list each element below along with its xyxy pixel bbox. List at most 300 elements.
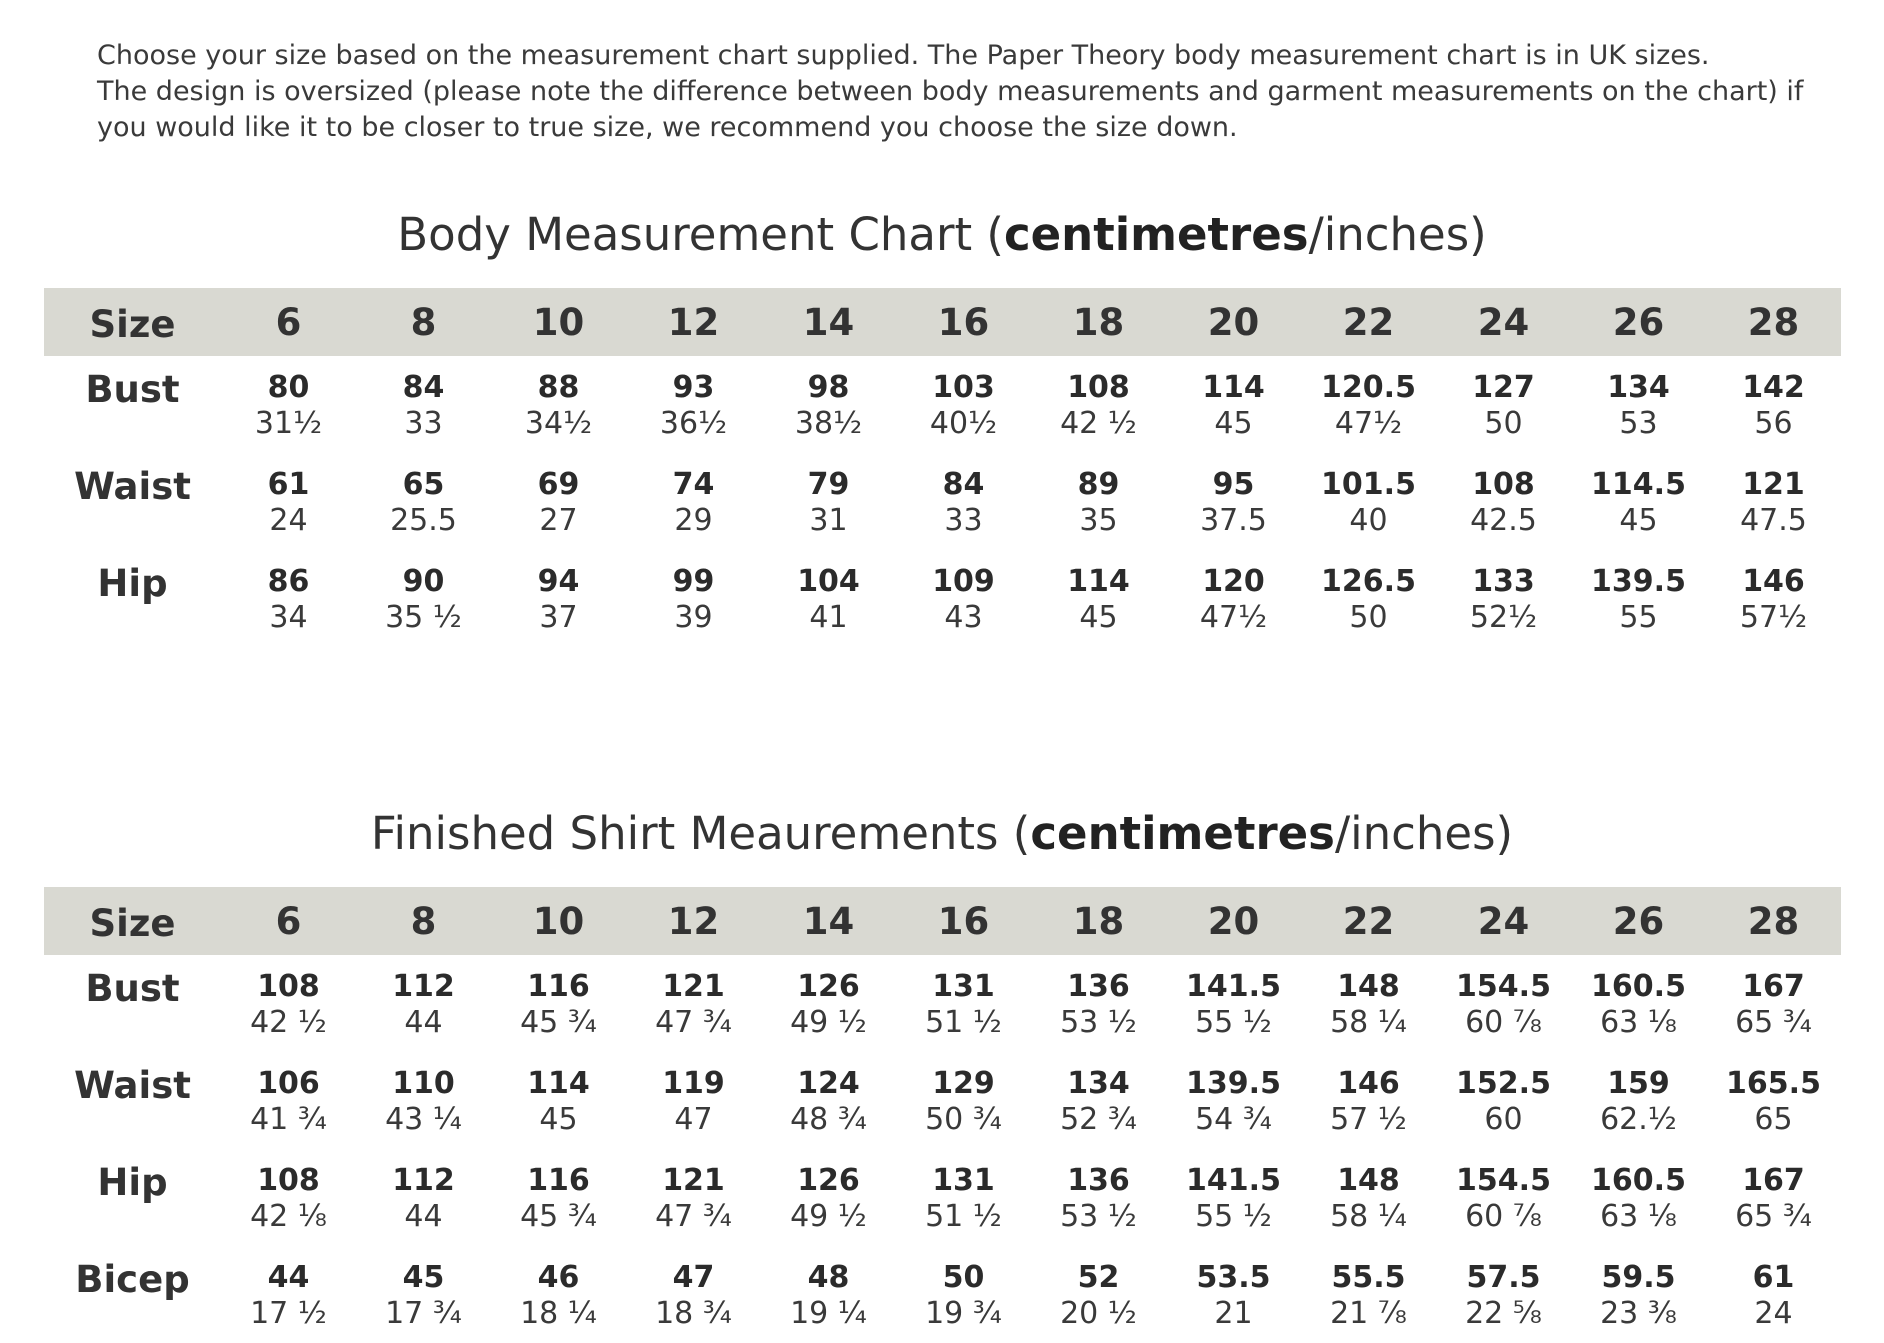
inch-value: 45 ¾: [520, 1199, 597, 1234]
inch-value: 47 ¾: [655, 1199, 732, 1234]
title-unit-rest: /inches): [1334, 807, 1514, 860]
cm-value: 126: [797, 1163, 860, 1198]
size-column-header: 12: [667, 899, 720, 943]
size-column-header: 26: [1612, 899, 1665, 943]
inch-value: 45: [1619, 503, 1658, 538]
row-label: Bicep: [75, 1258, 190, 1301]
measurement-cell: [1436, 1246, 1571, 1343]
measurement-cell: [1031, 1149, 1166, 1246]
cm-value: 129: [932, 1066, 995, 1101]
measurement-cell: [356, 453, 491, 550]
cm-value: 114.5: [1591, 467, 1686, 502]
cm-value: 116: [527, 969, 590, 1004]
inch-value: 41 ¾: [250, 1102, 327, 1137]
inch-value: 53 ½: [1060, 1199, 1137, 1234]
size-column-header: 28: [1747, 899, 1800, 943]
cm-value: 126.5: [1321, 564, 1416, 599]
cm-value: 110: [392, 1066, 455, 1101]
inch-value: 50: [1349, 600, 1388, 635]
inch-value: 53: [1619, 406, 1658, 441]
size-header-label: Size: [89, 302, 176, 346]
size-column-header: 6: [275, 899, 302, 943]
inch-value: 24: [1754, 1296, 1793, 1331]
inch-value: 40½: [929, 406, 998, 441]
header-row: [44, 887, 1841, 955]
measurement-cell: [1301, 356, 1436, 453]
cm-value: 79: [807, 467, 850, 502]
cm-value: 61: [1752, 1260, 1795, 1295]
title-text: Finished Shirt Meaurements (: [370, 807, 1031, 860]
cm-value: 114: [1067, 564, 1130, 599]
measurement-cell: [1571, 550, 1706, 647]
measurement-cell: [1436, 955, 1571, 1052]
cm-value: 101.5: [1321, 467, 1416, 502]
measurement-cell: [491, 1149, 626, 1246]
measurement-cell: [1166, 550, 1301, 647]
size-column-header: 24: [1477, 899, 1530, 943]
intro-text: [97, 38, 1857, 146]
measurement-cell: [1706, 453, 1841, 550]
table-row: [44, 356, 1841, 453]
cm-value: 53.5: [1196, 1260, 1271, 1295]
cm-value: 114: [527, 1066, 590, 1101]
measurement-cell: [896, 1052, 1031, 1149]
cm-value: 120.5: [1321, 370, 1416, 405]
inch-value: 22 ⅝: [1465, 1296, 1542, 1331]
inch-value: 37.5: [1200, 503, 1267, 538]
inch-value: 38½: [794, 406, 863, 441]
size-column-header: 14: [802, 899, 855, 943]
inch-value: 44: [404, 1005, 443, 1040]
size-column-header: 22: [1342, 899, 1395, 943]
cm-value: 167: [1742, 969, 1805, 1004]
cm-value: 139.5: [1591, 564, 1686, 599]
measurement-cell: [1571, 1149, 1706, 1246]
inch-value: 45 ¾: [520, 1005, 597, 1040]
cm-value: 80: [267, 370, 310, 405]
inch-value: 65 ¾: [1735, 1005, 1812, 1040]
cm-value: 133: [1472, 564, 1535, 599]
measurement-cell: [356, 1052, 491, 1149]
measurement-cell: [761, 356, 896, 453]
cm-value: 160.5: [1591, 969, 1686, 1004]
cm-value: 90: [402, 564, 445, 599]
cm-value: 136: [1067, 969, 1130, 1004]
measurement-cell: [491, 453, 626, 550]
inch-value: 35 ½: [385, 600, 462, 635]
cm-value: 44: [267, 1260, 310, 1295]
inch-value: 43 ¼: [385, 1102, 462, 1137]
measurement-cell: [761, 1052, 896, 1149]
inch-value: 48 ¾: [790, 1102, 867, 1137]
measurement-cell: [1436, 453, 1571, 550]
inch-value: 50: [1484, 406, 1523, 441]
measurement-cell: [1166, 955, 1301, 1052]
measurement-cell: [626, 453, 761, 550]
cm-value: 86: [267, 564, 310, 599]
cm-value: 142: [1742, 370, 1805, 405]
measurement-cell: [896, 356, 1031, 453]
cm-value: 141.5: [1186, 1163, 1281, 1198]
measurement-cell: [1166, 356, 1301, 453]
size-column-header: 18: [1072, 899, 1125, 943]
measurement-cell: [1436, 356, 1571, 453]
size-column-header: 18: [1072, 300, 1125, 344]
cm-value: 46: [537, 1260, 580, 1295]
measurement-cell: [626, 356, 761, 453]
cm-value: 45: [402, 1260, 445, 1295]
cm-value: 121: [662, 1163, 725, 1198]
measurement-cell: [221, 1246, 356, 1343]
measurement-cell: [626, 1149, 761, 1246]
cm-value: 114: [1202, 370, 1265, 405]
cm-value: 109: [932, 564, 995, 599]
table-row: [44, 955, 1841, 1052]
title-unit-bold: centimetres: [1030, 807, 1335, 860]
measurement-cell: [761, 1246, 896, 1343]
measurement-cell: [1571, 1052, 1706, 1149]
inch-value: 51 ½: [925, 1199, 1002, 1234]
size-column-header: 24: [1477, 300, 1530, 344]
inch-value: 47½: [1199, 600, 1268, 635]
inch-value: 17 ¾: [385, 1296, 462, 1331]
measurement-cell: [1571, 453, 1706, 550]
size-column-header: 8: [410, 300, 437, 344]
measurement-cell: [1031, 550, 1166, 647]
cm-value: 165.5: [1726, 1066, 1821, 1101]
inch-value: 42 ⅛: [250, 1199, 327, 1234]
row-label: Hip: [97, 562, 168, 605]
inch-value: 60 ⅞: [1465, 1199, 1542, 1234]
measurement-cell: [1571, 1246, 1706, 1343]
inch-value: 17 ½: [250, 1296, 327, 1331]
inch-value: 27: [539, 503, 578, 538]
cm-value: 103: [932, 370, 995, 405]
measurement-cell: [1436, 1052, 1571, 1149]
table-row: [44, 550, 1841, 647]
measurement-cell: [356, 356, 491, 453]
inch-value: 52 ¾: [1060, 1102, 1137, 1137]
measurement-cell: [761, 955, 896, 1052]
table-row: [44, 453, 1841, 550]
cm-value: 131: [932, 1163, 995, 1198]
measurement-cell: [896, 453, 1031, 550]
measurement-cell: [1301, 453, 1436, 550]
inch-value: 49 ½: [790, 1199, 867, 1234]
cm-value: 154.5: [1456, 969, 1551, 1004]
inch-value: 23 ⅜: [1600, 1296, 1677, 1331]
inch-value: 45: [1079, 600, 1118, 635]
cm-value: 98: [807, 370, 850, 405]
inch-value: 25.5: [390, 503, 457, 538]
table-row: [44, 1052, 1841, 1149]
cm-value: 52: [1077, 1260, 1120, 1295]
size-column-header: 14: [802, 300, 855, 344]
cm-value: 139.5: [1186, 1066, 1281, 1101]
measurement-cell: [356, 955, 491, 1052]
measurement-cell: [1706, 1246, 1841, 1343]
inch-value: 47: [674, 1102, 713, 1137]
inch-value: 45: [1214, 406, 1253, 441]
body-measurement-table: [44, 288, 1841, 647]
measurement-cell: [626, 550, 761, 647]
title-text: Body Measurement Chart (: [397, 208, 1004, 261]
shirt-chart-title: [0, 807, 1884, 860]
inch-value: 18 ¼: [520, 1296, 597, 1331]
inch-value: 47½: [1334, 406, 1403, 441]
measurement-cell: [221, 356, 356, 453]
inch-value: 35: [1079, 503, 1118, 538]
inch-value: 55 ½: [1195, 1005, 1272, 1040]
body-chart-title: [0, 208, 1884, 261]
cm-value: 88: [537, 370, 580, 405]
header-row: [44, 288, 1841, 356]
inch-value: 65 ¾: [1735, 1199, 1812, 1234]
inch-value: 50 ¾: [925, 1102, 1002, 1137]
inch-value: 44: [404, 1199, 443, 1234]
measurement-cell: [1166, 1149, 1301, 1246]
size-column-header: 16: [937, 300, 990, 344]
measurement-cell: [1031, 1052, 1166, 1149]
inch-value: 57 ½: [1330, 1102, 1407, 1137]
measurement-cell: [1031, 356, 1166, 453]
inch-value: 19 ¼: [790, 1296, 867, 1331]
measurement-cell: [1031, 1246, 1166, 1343]
inch-value: 53 ½: [1060, 1005, 1137, 1040]
inch-value: 47 ¾: [655, 1005, 732, 1040]
measurement-cell: [1166, 1246, 1301, 1343]
measurement-cell: [221, 1052, 356, 1149]
row-label: Waist: [74, 1064, 191, 1107]
inch-value: 33: [404, 406, 443, 441]
inch-value: 34½: [524, 406, 593, 441]
cm-value: 59.5: [1601, 1260, 1676, 1295]
measurement-cell: [896, 1149, 1031, 1246]
size-column-header: 20: [1207, 300, 1260, 344]
cm-value: 141.5: [1186, 969, 1281, 1004]
finished-shirt-table: [44, 887, 1841, 1343]
cm-value: 99: [672, 564, 715, 599]
cm-value: 57.5: [1466, 1260, 1541, 1295]
cm-value: 104: [797, 564, 860, 599]
cm-value: 159: [1607, 1066, 1670, 1101]
cm-value: 47: [672, 1260, 715, 1295]
cm-value: 136: [1067, 1163, 1130, 1198]
inch-value: 42 ½: [250, 1005, 327, 1040]
inch-value: 55: [1619, 600, 1658, 635]
inch-value: 56: [1754, 406, 1793, 441]
measurement-cell: [1301, 1149, 1436, 1246]
cm-value: 65: [402, 467, 445, 502]
size-column-header: 6: [275, 300, 302, 344]
cm-value: 121: [1742, 467, 1805, 502]
inch-value: 49 ½: [790, 1005, 867, 1040]
inch-value: 42.5: [1470, 503, 1537, 538]
cm-value: 95: [1212, 467, 1255, 502]
measurement-cell: [491, 955, 626, 1052]
inch-value: 47.5: [1740, 503, 1807, 538]
cm-value: 134: [1607, 370, 1670, 405]
cm-value: 84: [402, 370, 445, 405]
size-column-header: 12: [667, 300, 720, 344]
cm-value: 160.5: [1591, 1163, 1686, 1198]
title-unit-bold: centimetres: [1003, 208, 1309, 261]
cm-value: 119: [662, 1066, 725, 1101]
cm-value: 55.5: [1331, 1260, 1406, 1295]
measurement-cell: [1301, 955, 1436, 1052]
cm-value: 108: [1067, 370, 1130, 405]
cm-value: 146: [1742, 564, 1805, 599]
inch-value: 65: [1754, 1102, 1793, 1137]
cm-value: 134: [1067, 1066, 1130, 1101]
cm-value: 116: [527, 1163, 590, 1198]
inch-value: 29: [674, 503, 713, 538]
measurement-cell: [1166, 1052, 1301, 1149]
cm-value: 154.5: [1456, 1163, 1551, 1198]
inch-value: 36½: [659, 406, 728, 441]
row-label: Waist: [74, 465, 191, 508]
cm-value: 148: [1337, 1163, 1400, 1198]
cm-value: 112: [392, 1163, 455, 1198]
size-column-header: 28: [1747, 300, 1800, 344]
measurement-cell: [896, 550, 1031, 647]
cm-value: 69: [537, 467, 580, 502]
size-column-header: 20: [1207, 899, 1260, 943]
inch-value: 34: [269, 600, 308, 635]
measurement-cell: [1571, 356, 1706, 453]
cm-value: 152.5: [1456, 1066, 1551, 1101]
cm-value: 112: [392, 969, 455, 1004]
size-column-header: 16: [937, 899, 990, 943]
inch-value: 18 ¾: [655, 1296, 732, 1331]
cm-value: 108: [1472, 467, 1535, 502]
inch-value: 57½: [1739, 600, 1808, 635]
measurement-cell: [491, 1246, 626, 1343]
title-unit-rest: /inches): [1308, 208, 1487, 261]
inch-value: 45: [539, 1102, 578, 1137]
measurement-cell: [626, 1246, 761, 1343]
inch-value: 40: [1349, 503, 1388, 538]
measurement-cell: [761, 1149, 896, 1246]
cm-value: 106: [257, 1066, 320, 1101]
inch-value: 43: [944, 600, 983, 635]
inch-value: 31: [809, 503, 848, 538]
measurement-cell: [1706, 1052, 1841, 1149]
cm-value: 74: [672, 467, 715, 502]
measurement-cell: [761, 550, 896, 647]
measurement-cell: [491, 356, 626, 453]
cm-value: 121: [662, 969, 725, 1004]
measurement-cell: [1031, 955, 1166, 1052]
inch-value: 42 ½: [1060, 406, 1137, 441]
cm-value: 167: [1742, 1163, 1805, 1198]
inch-value: 60: [1484, 1102, 1523, 1137]
measurement-cell: [896, 1246, 1031, 1343]
size-column-header: 10: [532, 899, 585, 943]
measurement-cell: [1301, 550, 1436, 647]
inch-value: 63 ⅛: [1600, 1199, 1677, 1234]
measurement-cell: [896, 955, 1031, 1052]
measurement-cell: [356, 550, 491, 647]
cm-value: 126: [797, 969, 860, 1004]
inch-value: 52½: [1469, 600, 1538, 635]
measurement-cell: [1301, 1052, 1436, 1149]
measurement-cell: [626, 1052, 761, 1149]
inch-value: 20 ½: [1060, 1296, 1137, 1331]
cm-value: 108: [257, 1163, 320, 1198]
cm-value: 108: [257, 969, 320, 1004]
inch-value: 33: [944, 503, 983, 538]
measurement-cell: [1706, 356, 1841, 453]
cm-value: 127: [1472, 370, 1535, 405]
inch-value: 55 ½: [1195, 1199, 1272, 1234]
inch-value: 39: [674, 600, 713, 635]
measurement-cell: [221, 453, 356, 550]
cm-value: 148: [1337, 969, 1400, 1004]
measurement-cell: [221, 955, 356, 1052]
inch-value: 21 ⅞: [1330, 1296, 1407, 1331]
measurement-cell: [1706, 955, 1841, 1052]
measurement-cell: [221, 1149, 356, 1246]
measurement-cell: [1031, 453, 1166, 550]
measurement-cell: [1436, 1149, 1571, 1246]
measurement-cell: [491, 1052, 626, 1149]
inch-value: 21: [1214, 1296, 1253, 1331]
measurement-cell: [356, 1246, 491, 1343]
cm-value: 131: [932, 969, 995, 1004]
row-label: Bust: [85, 368, 180, 411]
measurement-cell: [626, 955, 761, 1052]
inch-value: 58 ¼: [1330, 1005, 1407, 1040]
table-row: [44, 1149, 1841, 1246]
cm-value: 93: [672, 370, 715, 405]
cm-value: 89: [1077, 467, 1120, 502]
cm-value: 84: [942, 467, 985, 502]
cm-value: 120: [1202, 564, 1265, 599]
measurement-cell: [1706, 1149, 1841, 1246]
row-label: Hip: [97, 1161, 168, 1204]
size-column-header: 10: [532, 300, 585, 344]
measurement-cell: [1436, 550, 1571, 647]
measurement-cell: [491, 550, 626, 647]
measurement-cell: [761, 453, 896, 550]
size-column-header: 8: [410, 899, 437, 943]
inch-value: 41: [809, 600, 848, 635]
measurement-cell: [1571, 955, 1706, 1052]
inch-value: 24: [269, 503, 308, 538]
inch-value: 54 ¾: [1195, 1102, 1272, 1137]
intro-line-2: The design is oversized (please note the difference between body measurements and garment measurements on the chart) if you would like it to be closer to true size, we recommend you choose the size down.: [97, 76, 1804, 143]
inch-value: 62.½: [1600, 1102, 1677, 1137]
cm-value: 146: [1337, 1066, 1400, 1101]
table-row: [44, 1246, 1841, 1343]
inch-value: 31½: [254, 406, 323, 441]
cm-value: 94: [537, 564, 580, 599]
size-column-header: 22: [1342, 300, 1395, 344]
cm-value: 124: [797, 1066, 860, 1101]
inch-value: 19 ¾: [925, 1296, 1002, 1331]
cm-value: 61: [267, 467, 310, 502]
inch-value: 63 ⅛: [1600, 1005, 1677, 1040]
cm-value: 48: [807, 1260, 850, 1295]
inch-value: 60 ⅞: [1465, 1005, 1542, 1040]
row-label: Bust: [85, 967, 180, 1010]
measurement-cell: [356, 1149, 491, 1246]
inch-value: 58 ¼: [1330, 1199, 1407, 1234]
measurement-cell: [1706, 550, 1841, 647]
inch-value: 51 ½: [925, 1005, 1002, 1040]
inch-value: 37: [539, 600, 578, 635]
